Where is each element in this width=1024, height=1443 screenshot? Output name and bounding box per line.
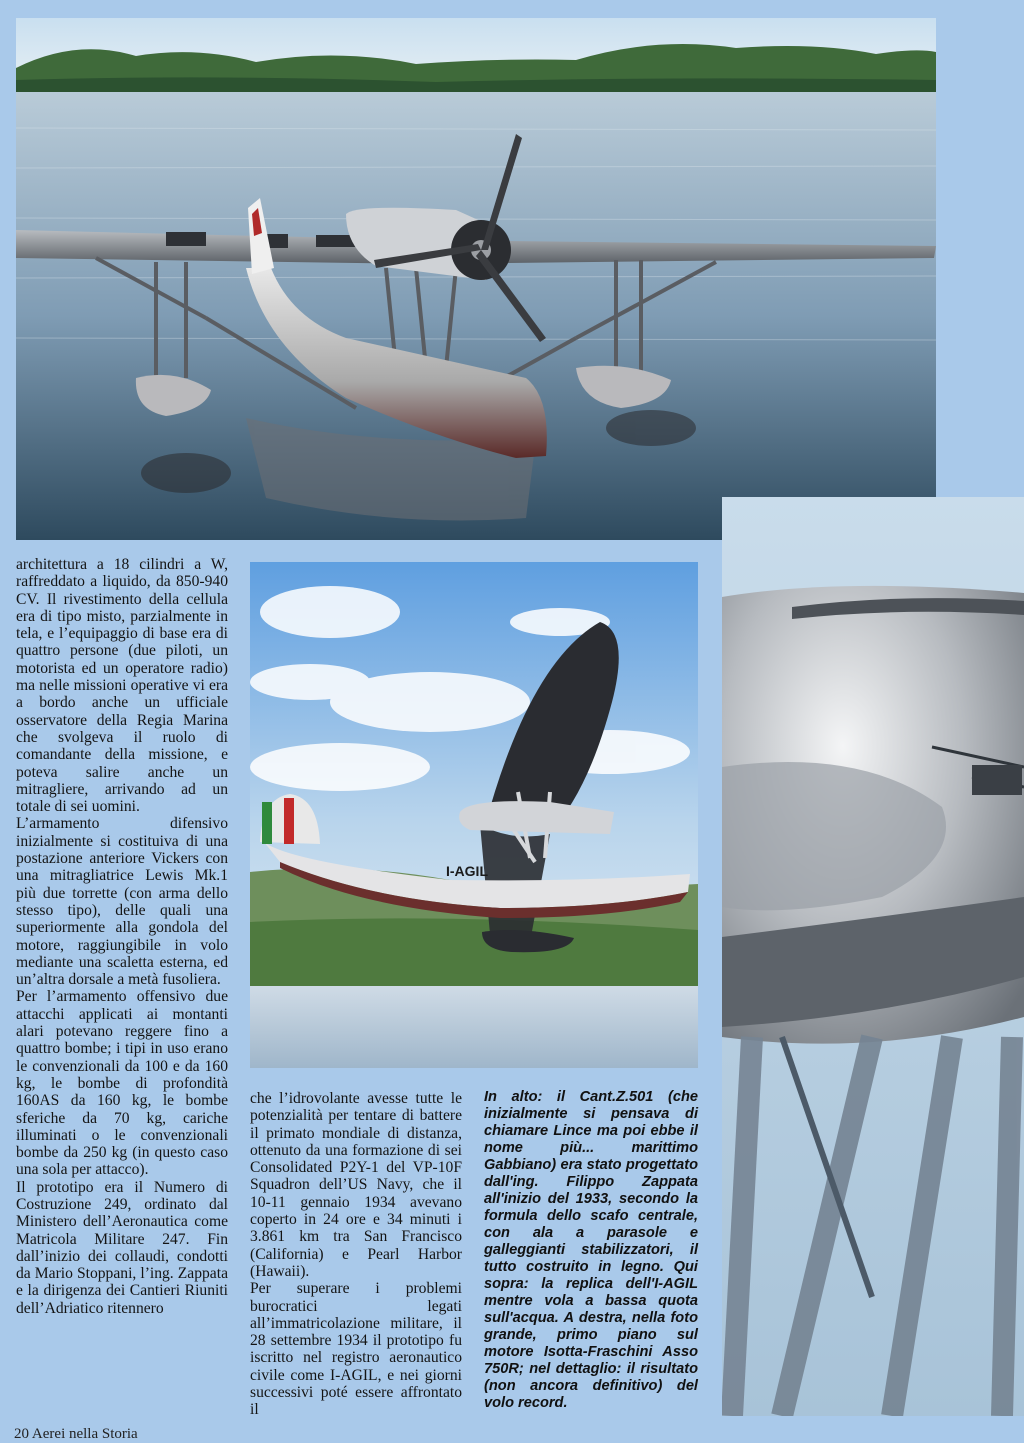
registration-marking: I-AGIL xyxy=(446,863,488,879)
seaplane-on-lake-illustration xyxy=(16,18,936,540)
article-column-middle xyxy=(250,1090,462,1419)
paragraph: architettura a 18 cilindri a W, raffreddato a liquido, da 850-940 CV. Il rivestimento della cellula era di tipo misto, parzialmente in tela, e l’equipaggio di base era di quattro persone (due piloti, un motorista ed un operatore radio) ma nelle missioni operative vi era a bordo anche un ufficiale osservatore della Regia Marina che svolgeva il ruolo di comandante della missione, e poteva salire anche un mitragliere, arrivando ad un totale di sei uomini. xyxy=(16,556,228,816)
paragraph: L’armamento difensivo inizialmente si costituiva di una postazione anteriore Vickers con una mitragliatrice Lewis Mk.1 più due torrette (con arma dello stesso tipo), delle quali una superiormente alla gondola del motore, raggiungibile in volo mediante una scaletta esterna, ed un’altra dorsale a metà fusoliera. xyxy=(16,815,228,989)
paragraph: Il prototipo era il Numero di Costruzione 249, ordinato dal Ministero dell’Aeronautica come Matricola Militare 247. Fin dall’inizio dei collaudi, condotti da Mario Stoppani, l’ing. Zappata e la dirigenza dei Cantieri Riuniti dell’Adriatico ritennero xyxy=(16,1178,228,1317)
paragraph: che l’idrovolante avesse tutte le potenzialità per tentare di battere il primato mondiale di distanza, ottenuto da una formazione di sei Consolidated P2Y-1 del VP-10F Squadron dell’US Navy, che il 10-11 gennaio 1934 avevano coperto in 24 ore e 34 minuti i 3.861 km tra San Francisco (California) e Pearl Harbor (Hawaii). xyxy=(250,1090,462,1280)
top-photo-seaplane-on-lake xyxy=(16,18,936,540)
page-folio: 20 Aerei nella Storia xyxy=(14,1426,138,1442)
paragraph: Per superare i problemi burocratici legati all’immatricolazione militare, il 28 settembre 1934 il prototipo fu iscritto nel registro aeronautico civile come I-AGIL, e nei giorni successivi poté essere affrontato il xyxy=(250,1280,462,1419)
seaplane-in-flight-illustration xyxy=(250,562,698,1068)
engine-closeup-illustration xyxy=(722,497,1024,1416)
article-column-left xyxy=(16,556,228,1317)
middle-photo-seaplane-in-flight xyxy=(250,562,698,1068)
paragraph: Per l’armamento offensivo due attacchi applicati ai montanti alari potevano reggere fino a quattro bombe; i tipi in uso erano le convenzionali da 100 e da 160 kg, le bombe di profondità 160AS da 160 kg, le bombe sferiche da 70 kg, cariche illuminati o le convenzionali bombe da 250 kg (in questo caso una sola per attacco). xyxy=(16,988,228,1179)
right-photo-engine-closeup xyxy=(722,497,1024,1416)
photo-caption: In alto: il Cant.Z.501 (che inizialmente si pensava di chiamare Lince ma poi ebbe il nome più... marittimo Gabbiano) era stato progettato dall'ing. Filippo Zappata all'inizio del 1933, secondo la formula dello scafo centrale, con ala a parasole e galleggianti stabilizzatori, il tutto costruito in legno. Qui sopra: la replica dell'I-AGIL mentre vola a bassa quota sull'acqua. A destra, nella foto grande, primo piano sul motore Isotta-Fraschini Asso 750R; nel dettaglio: il risultato (non ancora definitivo) del volo record. xyxy=(484,1089,698,1411)
